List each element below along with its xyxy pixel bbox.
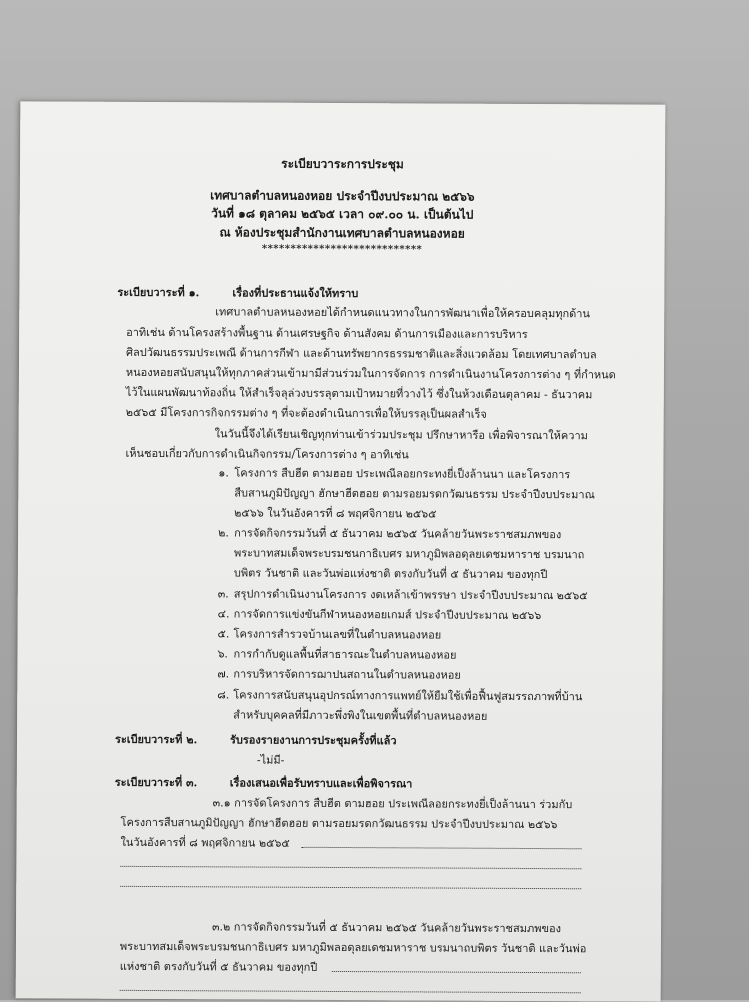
doc-subtitle-2: วันที่ ๑๘ ตุลาคม ๒๕๖๕ เวลา ๐๙.๐๐ น. เป็นต้นไป bbox=[211, 206, 474, 222]
item-number: ๗. bbox=[217, 667, 230, 681]
item-text: บพิตร วันชาติ และวันพ่อแห่งชาติ ตรงกับวันที่ ๕ ธันวาคม ของทุกปี bbox=[233, 566, 548, 582]
agenda1-para2-line: เห็นชอบเกี่ยวกับการดำเนินกิจกรรม/โครงการต่าง ๆ อาทิเช่น bbox=[125, 446, 409, 462]
item-number: ๔. bbox=[217, 607, 230, 621]
item-text: โครงการสนับสนุนอุปกรณ์ทางการแพทย์ให้ยืมใช้เพื่อฟื้นฟูสมรรถภาพที่บ้าน bbox=[233, 688, 583, 704]
dotted-line bbox=[120, 989, 581, 993]
agenda1-head: ระเบียบวาระที่ ๑. bbox=[117, 285, 200, 300]
s32-line: แห่งชาติ ตรงกับวันที่ ๕ ธันวาคม ของทุกปี bbox=[119, 959, 318, 974]
stars-divider: **************************** bbox=[261, 243, 423, 256]
item-text: สรุปการดำเนินงานโครงการ งดเหล้าเข้าพรรษา ประจำปีงบประมาณ ๒๕๖๕ bbox=[233, 587, 588, 603]
item-text: โครงการ สืบฮีต ตามฮอย ประเพณีลอยกระทงยี่เป็งล้านนา และโครงการ bbox=[234, 466, 571, 482]
item-number: ๓. bbox=[217, 587, 229, 601]
item-number: ๑. bbox=[218, 466, 229, 480]
agenda1-para1-line: ศิลปวัฒนธรรมประเพณี ด้านการกีฬา และด้านทรัพยากรธรรมชาติและสิ่งแวดล้อม โดยเทศบาลตำบล bbox=[126, 345, 597, 362]
item-text: สืบสานภูมิปัญญา ฮักษาฮีตฮอย ตามรอยมรดกวัฒนธรรม ประจำปีงบประมาณ bbox=[234, 486, 595, 502]
dotted-line bbox=[120, 885, 581, 889]
item-text: การบริหารจัดการฌาปนสถานในตำบลหนองหอย bbox=[233, 667, 461, 682]
agenda2-note: -ไม่มี- bbox=[256, 753, 285, 767]
item-text: พระบาทสมเด็จพระบรมชนกาธิเบศร มหาภูมิพลอดุลยเดชมหาราช บรมนาถ bbox=[233, 546, 585, 562]
s32-line: พระบาทสมเด็จพระบรมชนกาธิเบศร มหาภูมิพลอดุลยเดชมหาราช บรมนาถบพิตร วันชาติ และวันพ่อ bbox=[119, 939, 587, 956]
item-number: ๒. bbox=[218, 526, 229, 540]
doc-title: ระเบียบวาระการประชุม bbox=[281, 156, 404, 172]
item-text: การกำกับดูแลพื้นที่สาธารณะในตำบลหนองหอย bbox=[233, 647, 457, 662]
item-text: ๒๕๖๖ ในวันอังคารที่ ๘ พฤศจิกายน ๒๕๖๕ bbox=[234, 506, 437, 521]
agenda1-para1-line: อาทิเช่น ด้านโครงสร้างพื้นฐาน ด้านเศรษฐกิจ ด้านสังคม ด้านการเมืองและการบริหาร bbox=[126, 325, 528, 341]
agenda1-para1-line: ๒๕๖๕ มีโครงการกิจกรรมต่าง ๆ ที่จะต้องดำเนินการเพื่อให้บรรลุเป็นผลสำเร็จ bbox=[125, 405, 487, 421]
agenda1-para1-line: เทศบาลตำบลหนองหอยได้กำหนดแนวทางในการพัฒนาเพื่อให้ครอบคลุมทุกด้าน bbox=[215, 305, 591, 321]
item-text: โครงการสำรวจบ้านเลขที่ในตำบลหนองหอย bbox=[233, 627, 442, 642]
agenda2-topic: รับรองรายงานการประชุมครั้งที่แล้ว bbox=[229, 733, 397, 748]
dotted-line bbox=[120, 865, 581, 869]
agenda1-para1-line: ไว้ในแผนพัฒนาท้องถิ่น ให้สำเร็จลุล่วงบรรลุตามเป้าหมายที่วางไว้ ซึ่งในห้วงเดือนตุลาคม - ธันวาคม bbox=[125, 385, 593, 402]
agenda3-topic: เรื่องเสนอเพื่อรับทราบและเพื่อพิจารณา bbox=[229, 776, 413, 791]
s31-line: ในวันอังคารที่ ๘ พฤศจิกายน ๒๕๖๕ bbox=[120, 835, 290, 850]
doc-subtitle-3: ณ ห้องประชุมสำนักงานเทศบาลตำบลหนองหอย bbox=[219, 225, 465, 241]
item-number: ๘. bbox=[217, 688, 230, 702]
agenda1-para1-line: หนองหอยสนับสนุนให้ทุกภาคส่วนเข้ามามีส่วนร่วมในการจัดการ การดำเนินงานโครงการต่าง ๆ ที่กำหนด bbox=[125, 365, 616, 382]
item-text: การจัดการแข่งขันกีฬาหนองหอยเกมส์ ประจำปีงบประมาณ ๒๕๖๖ bbox=[233, 607, 542, 623]
agenda2-head: ระเบียบวาระที่ ๒. bbox=[114, 732, 198, 747]
doc-subtitle-1: เทศบาลตำบลหนองหอย ประจำปีงบประมาณ ๒๕๖๖ bbox=[210, 188, 475, 204]
item-number: ๖. bbox=[217, 647, 228, 661]
item-number: ๕. bbox=[217, 627, 230, 641]
dotted-line bbox=[301, 846, 581, 849]
s32-line: ๓.๒ การจัดกิจกรรมวันที่ ๕ ธันวาคม ๒๕๖๕ วันคล้ายวันพระราชสมภพของ bbox=[211, 920, 562, 936]
agenda3-head: ระเบียบวาระที่ ๓. bbox=[114, 775, 198, 790]
document-page bbox=[16, 101, 666, 1001]
s31-line: โครงการสืบสานภูมิปัญญา ฮักษาฮีตฮอย ตามรอยมรดกวัฒนธรรม ประจำปีงบประมาณ ๒๕๖๖ bbox=[120, 815, 558, 832]
item-text: สำหรับบุคคลที่มีภาวะพึ่งพิงในเขตพื้นที่ตำบลหนองหอย bbox=[233, 708, 488, 723]
s31-line: ๓.๑ การจัดโครงการ สืบฮีต ตามฮอย ประเพณีลอยกระทงยี่เป็งล้านนา ร่วมกับ bbox=[212, 796, 573, 812]
item-text: การจัดกิจกรรมวันที่ ๕ ธันวาคม ๒๕๖๕ วันคล้ายวันพระราชสมภพของ bbox=[234, 526, 562, 542]
agenda1-topic: เรื่องที่ประธานแจ้งให้ทราบ bbox=[232, 286, 359, 301]
dotted-line bbox=[332, 970, 581, 973]
agenda1-para2-line: ในวันนี้จึงได้เรียนเชิญทุกท่านเข้าร่วมประชุม ปรึกษาหารือ เพื่อพิจารณาให้ความ bbox=[214, 427, 588, 443]
